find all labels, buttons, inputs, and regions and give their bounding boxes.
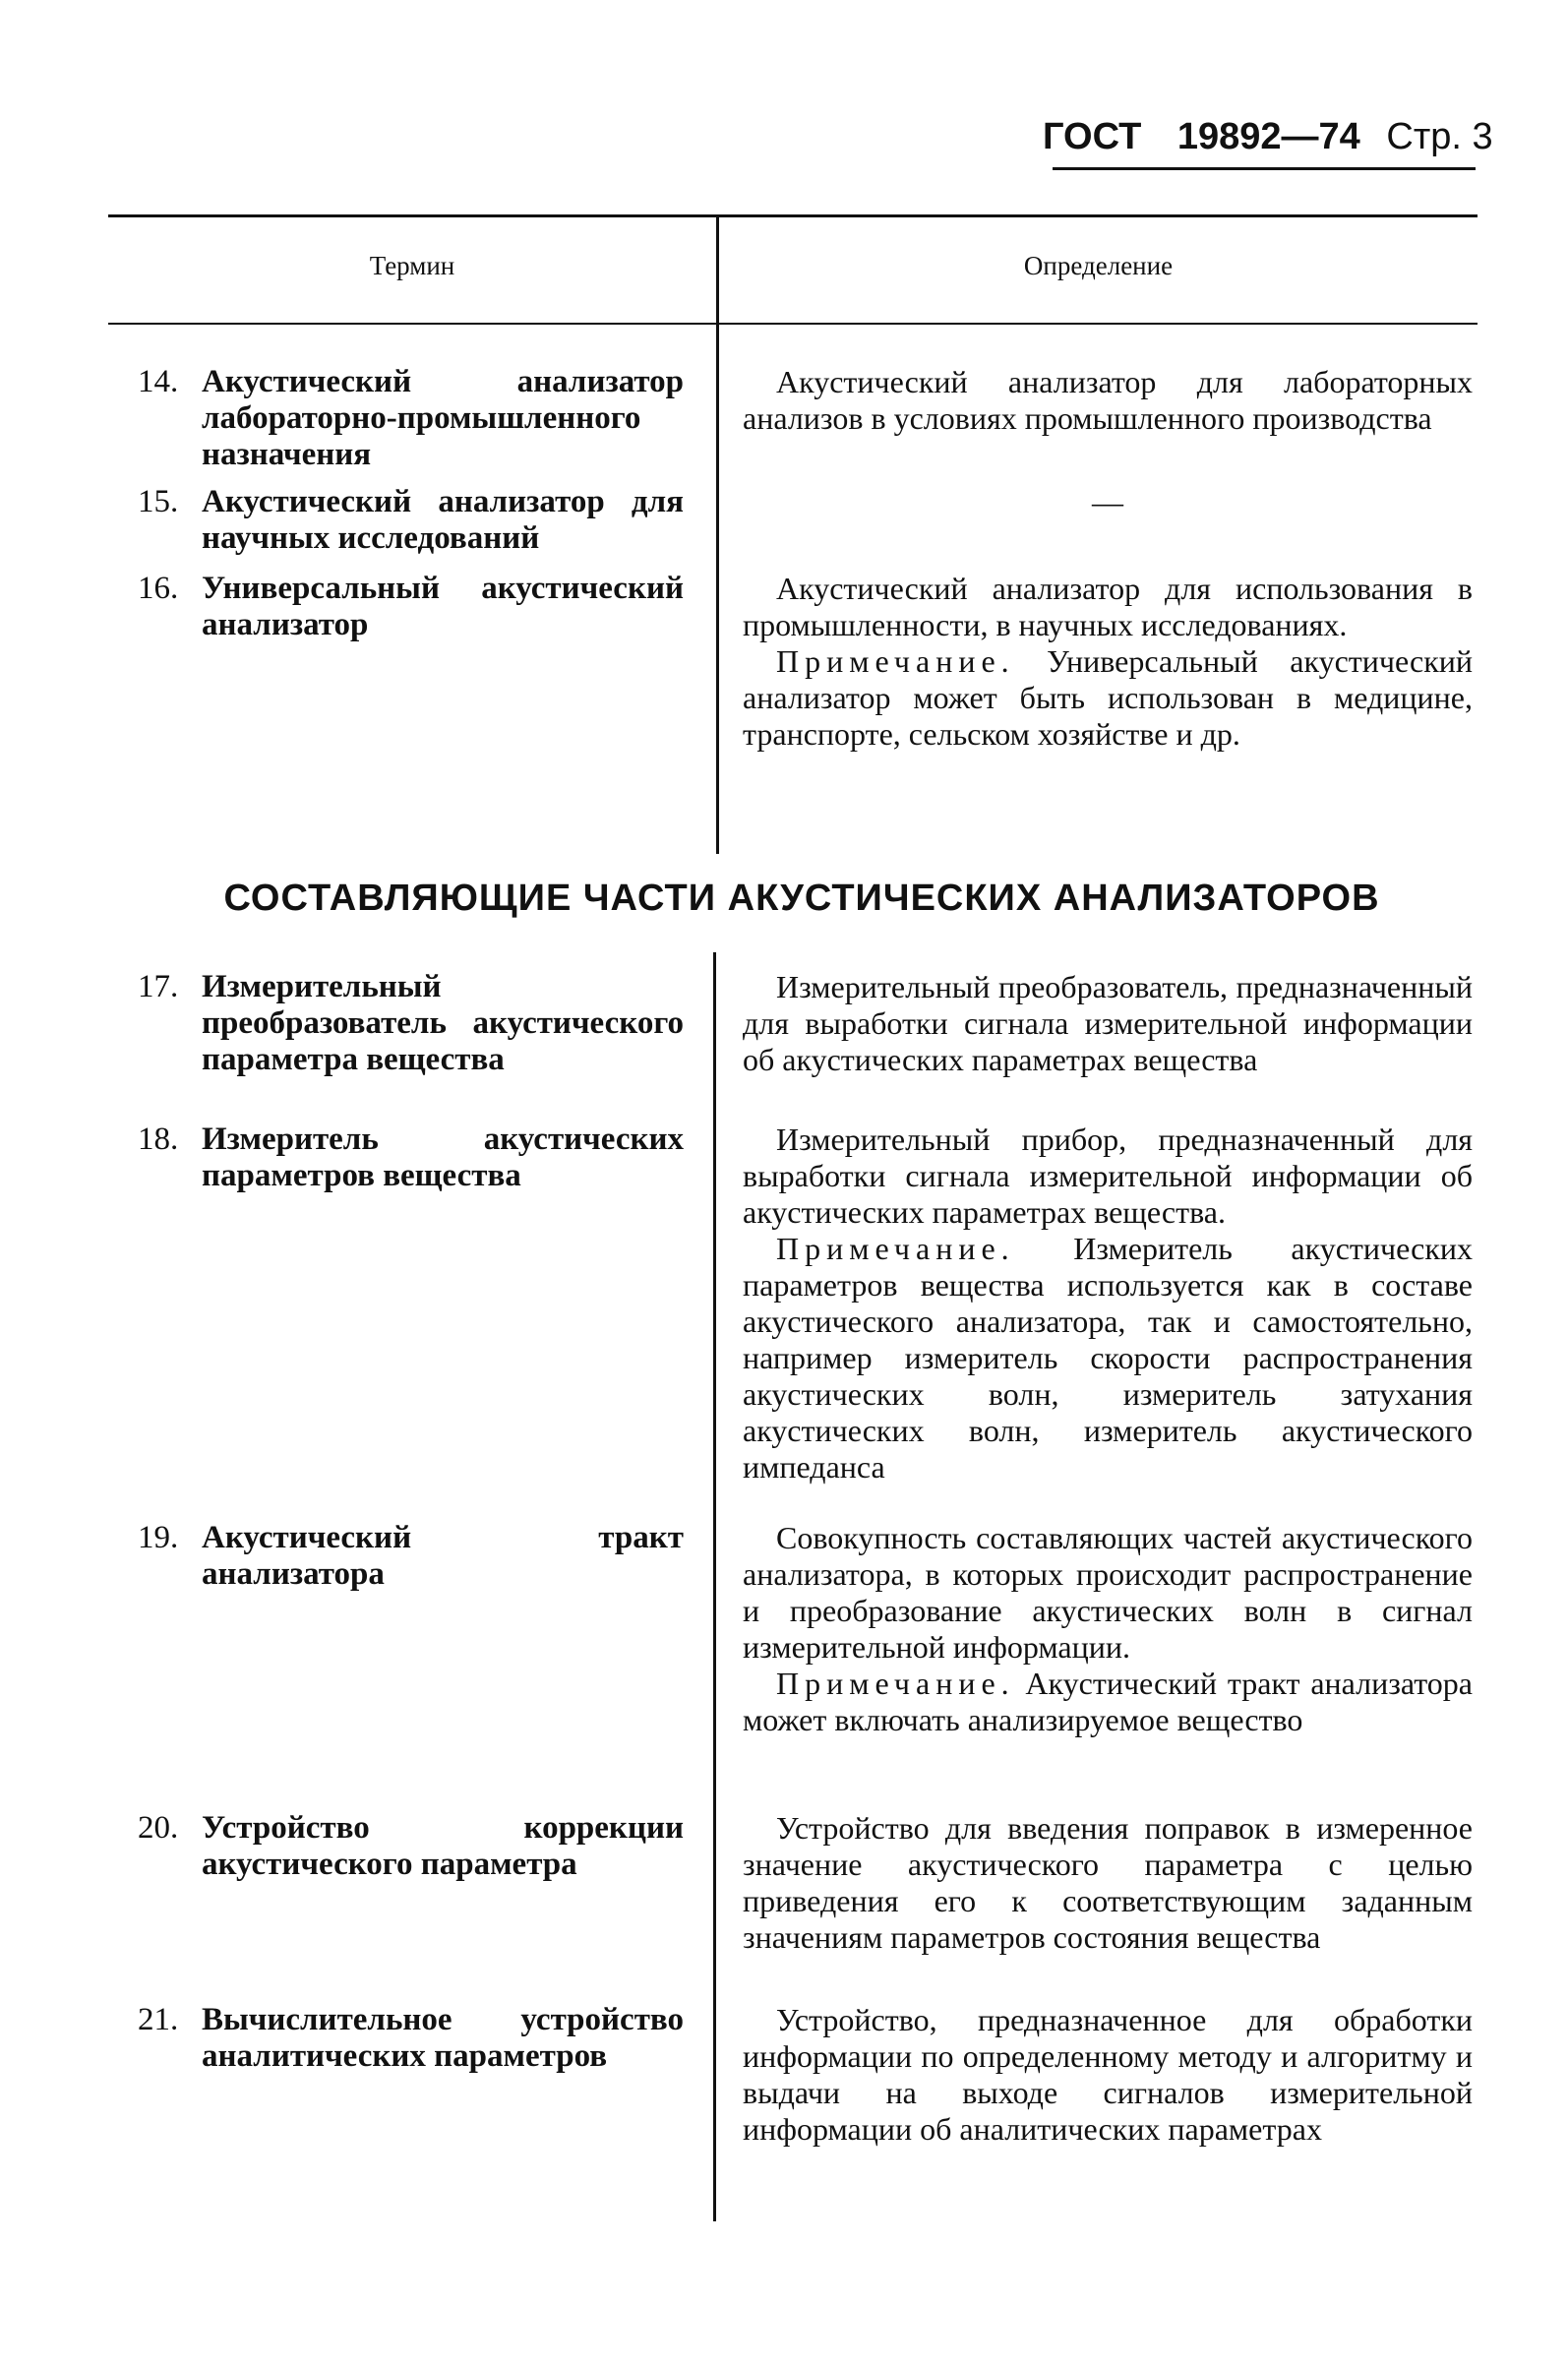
entry-number: 14.: [138, 364, 179, 399]
term-text: Акустический тракт анализатора: [202, 1520, 684, 1592]
standard-number: 19892—74: [1176, 116, 1360, 157]
term-entry: [128, 364, 684, 473]
term-text: Измерительный преобразователь акустического параметра вещества: [202, 969, 684, 1077]
page-header: [1043, 116, 1493, 158]
column-divider-bottom: [713, 952, 716, 2221]
entry-number: 17.: [138, 969, 179, 1004]
page-number: Стр. 3: [1386, 116, 1493, 157]
definition-text: Совокупность составляющих частей акустического анализатора, в которых происходит распространение и преобразование акустических волн в сигнал измерительной информации.: [743, 1520, 1473, 1665]
definition-note: [743, 643, 1473, 753]
term-text: Акустический анализатор лабораторно-промышленного назначения: [202, 364, 684, 472]
definition-note: [743, 1666, 1473, 1738]
entry-number: 19.: [138, 1520, 179, 1555]
definition-entry: [743, 2002, 1473, 2148]
term-entry: [128, 571, 684, 643]
term-text: Устройство коррекции акустического параметра: [202, 1810, 684, 1882]
entry-number: 21.: [138, 2002, 179, 2037]
table-header-rule: [108, 323, 1478, 325]
term-text: Универсальный акустический анализатор: [202, 571, 684, 642]
definition-entry: [743, 484, 1473, 520]
definition-entry: [743, 1810, 1473, 1956]
note-text: Измеритель акустических параметров вещества используется как в составе акустического анализатора, так и самостоятельно, например измеритель скорости распространения акустических волн, измеритель затухания акустических волн, измеритель акустического импеданса: [743, 1231, 1473, 1485]
column-divider-top: [716, 214, 719, 854]
term-text: Акустический анализатор для научных исследований: [202, 484, 684, 556]
note-text: Акустический тракт анализатора может включать анализируемое вещество: [743, 1666, 1473, 1737]
definition-entry: [743, 571, 1473, 753]
entry-number: 15.: [138, 484, 179, 519]
definition-text: Измерительный прибор, предназначенный для выработки сигнала измерительной информации об акустических параметрах вещества.: [743, 1122, 1473, 1230]
term-entry: [128, 1810, 684, 1883]
term-entry: [128, 969, 684, 1078]
note-label: Примечание.: [776, 1666, 1015, 1701]
entry-number: 16.: [138, 571, 179, 606]
definition-note: [743, 1231, 1473, 1486]
note-label: Примечание.: [776, 643, 1015, 679]
note-text: Универсальный акустический анализатор может быть использован в медицине, транспорте, сельском хозяйстве и др.: [743, 643, 1473, 752]
definition-text: Устройство для введения поправок в измеренное значение акустического параметра с целью приведения его к соответствующим заданным значениям параметров состояния вещества: [743, 1810, 1473, 1955]
note-label: Примечание.: [776, 1231, 1015, 1266]
definition-entry: [743, 1122, 1473, 1486]
term-entry: [128, 2002, 684, 2075]
term-entry: [128, 484, 684, 557]
term-text: Вычислительное устройство аналитических параметров: [202, 2002, 684, 2074]
term-text: Измеритель акустических параметров вещества: [202, 1122, 684, 1193]
definition-entry: [743, 364, 1473, 437]
column-header-term: Термин: [369, 251, 455, 280]
definition-dash: —: [1092, 484, 1123, 519]
definition-text: Акустический анализатор для лабораторных анализов в условиях промышленного производства: [743, 364, 1473, 436]
standard-label: ГОСТ: [1043, 116, 1142, 157]
entry-number: 18.: [138, 1122, 179, 1157]
definition-entry: [743, 969, 1473, 1078]
definition-text: Устройство, предназначенное для обработки информации по определенному методу и алгоритму и выдачи на выходе сигналов измерительной информации об аналитических параметрах: [743, 2002, 1473, 2147]
definition-text: Измерительный преобразователь, предназначенный для выработки сигнала измерительной информации об акустических параметрах вещества: [743, 969, 1473, 1077]
table-top-rule: [108, 214, 1478, 217]
definition-text: Акустический анализатор для использования в промышленности, в научных исследованиях.: [743, 571, 1473, 642]
header-underline: [1053, 167, 1476, 170]
term-entry: [128, 1122, 684, 1194]
section-title: СОСТАВЛЯЮЩИЕ ЧАСТИ АКУСТИЧЕСКИХ АНАЛИЗАТОРОВ: [223, 878, 1380, 919]
column-header-definition: Определение: [1023, 251, 1174, 280]
entry-number: 20.: [138, 1810, 179, 1846]
term-entry: [128, 1520, 684, 1593]
definition-entry: [743, 1520, 1473, 1738]
